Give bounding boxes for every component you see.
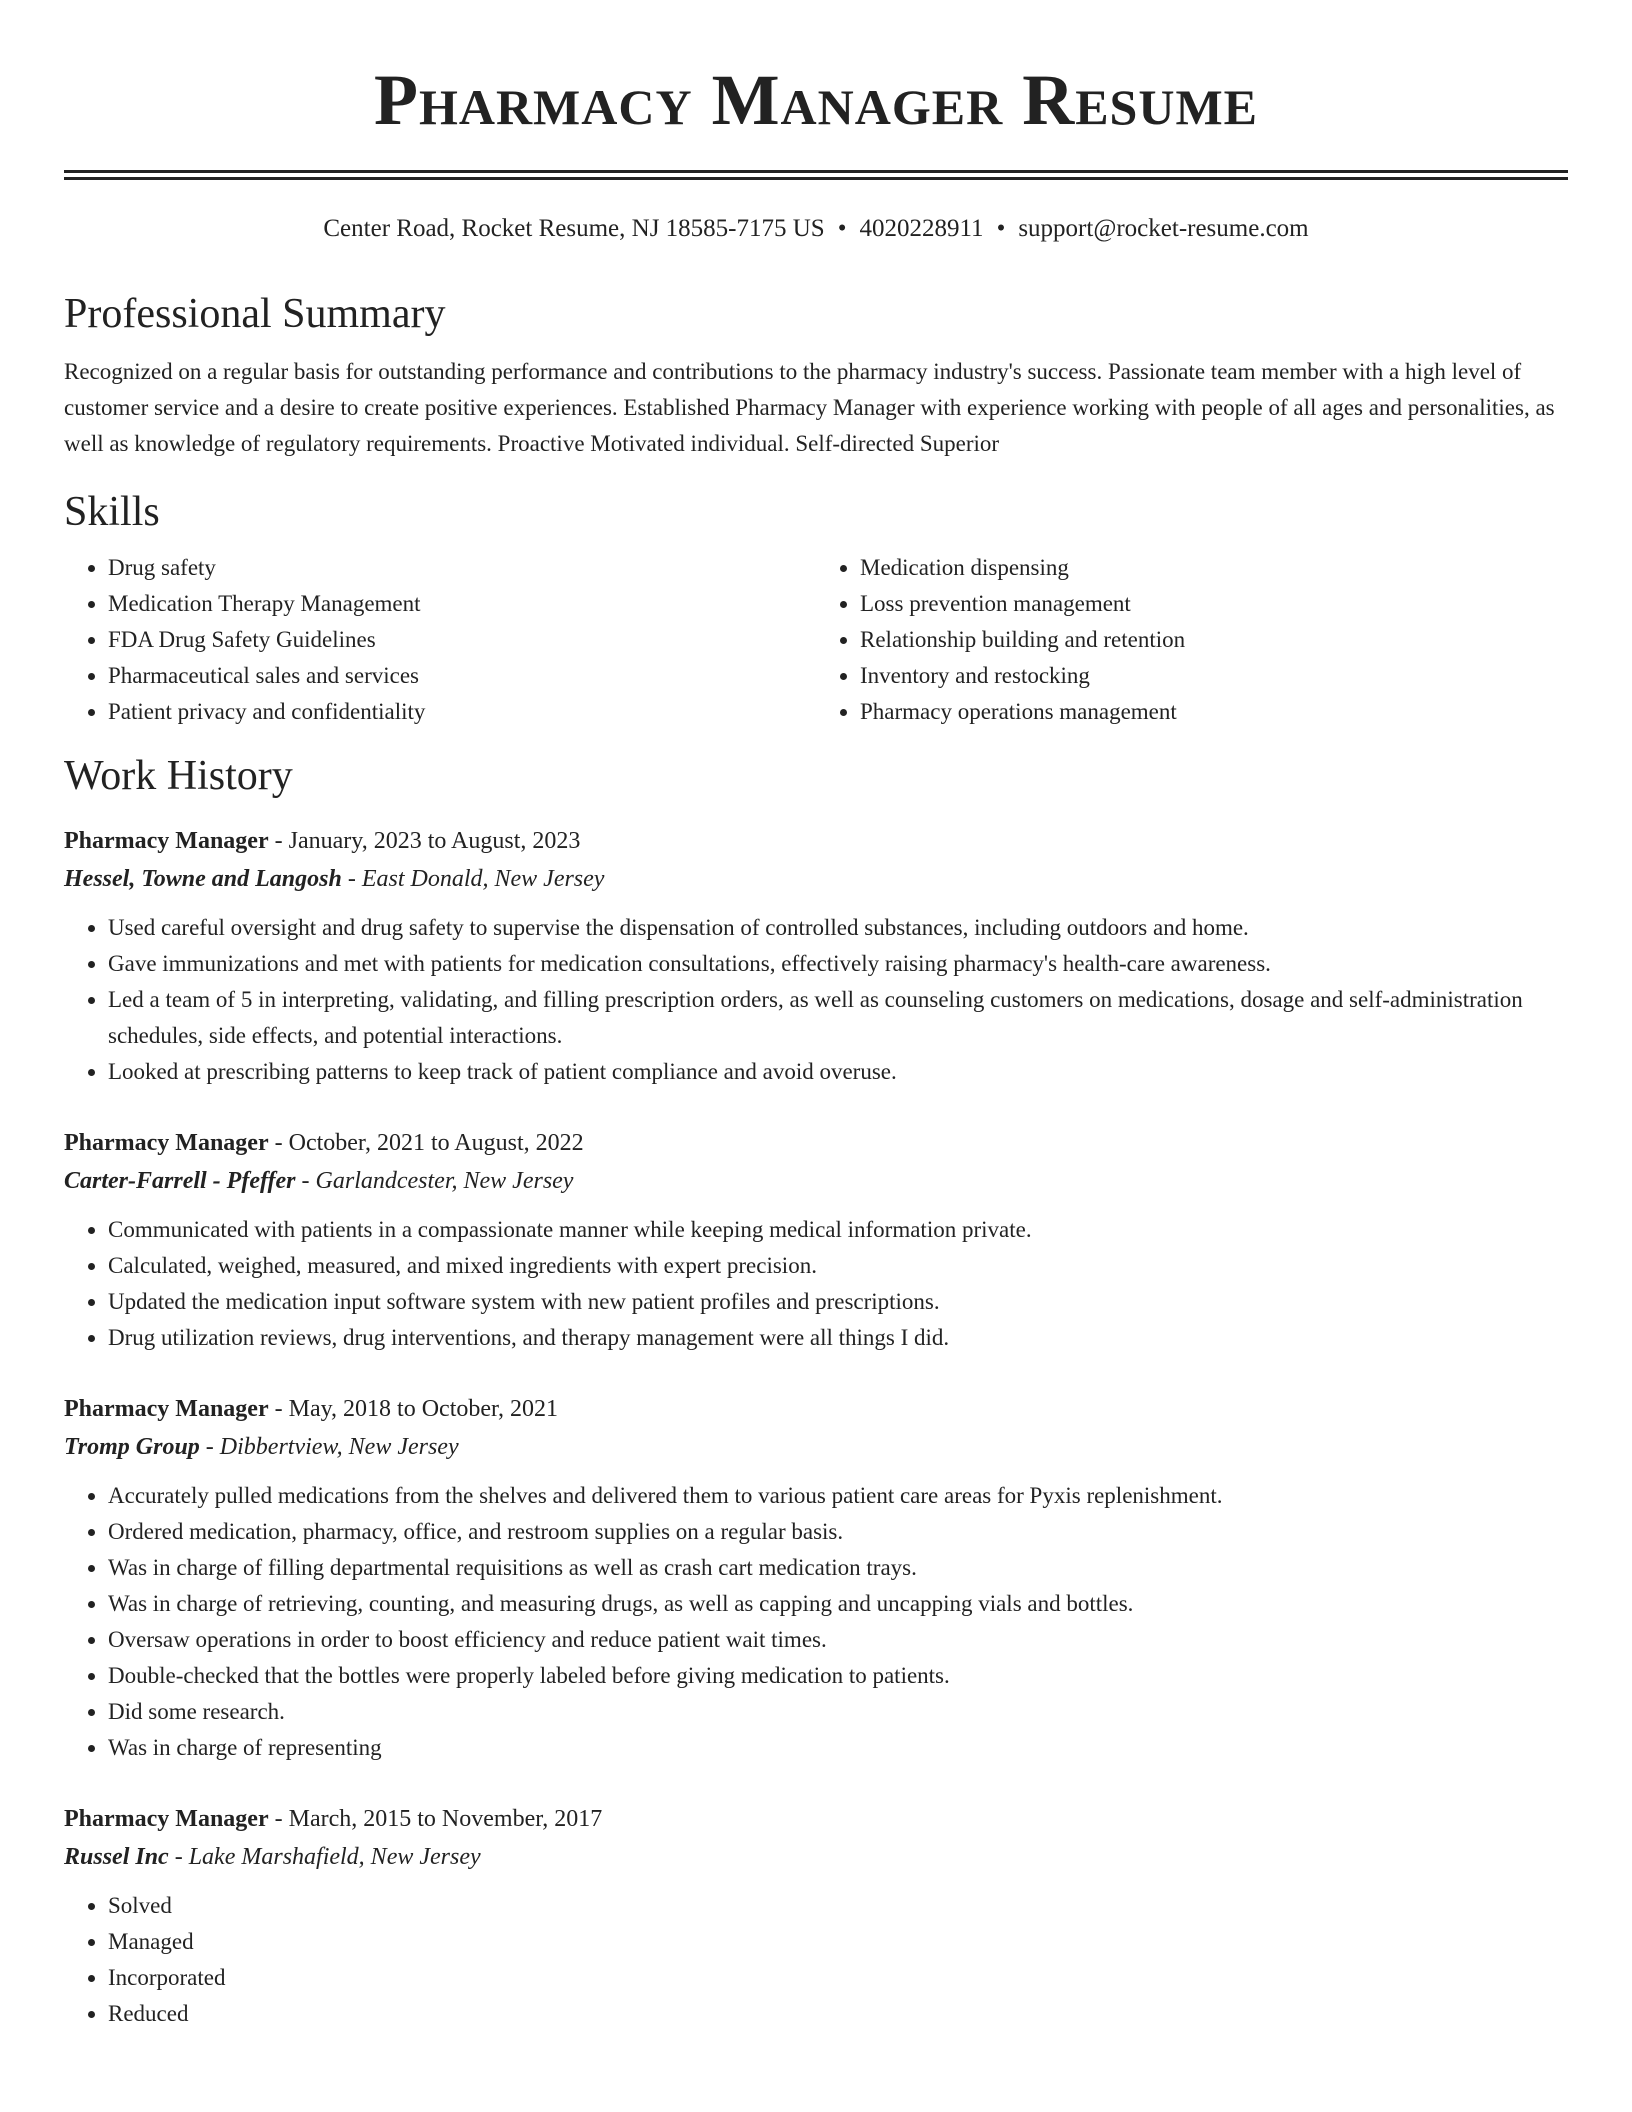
job-bullet: • Was in charge of retrieving, counting, and measuring drugs, as well as capping and uncapping vials and bottles. <box>108 1586 1568 1622</box>
contact-separator: • <box>837 215 847 242</box>
job-bullet: • Led a team of 5 in interpreting, validating, and filling prescription orders, as well as counseling customers on medications, dosage and self-administration schedules, side effects, and potential interactions. <box>108 982 1568 1054</box>
job-company: Carter-Farrell - Pfeffer <box>64 1168 296 1194</box>
job-location: Dibbertview, New Jersey <box>219 1434 459 1460</box>
contact-address: Center Road, Rocket Resume, NJ 18585-7175 US <box>323 215 825 242</box>
summary-heading: Professional Summary <box>64 291 446 337</box>
job-title: Pharmacy Manager <box>64 1806 269 1832</box>
skills-list-right <box>816 550 1568 730</box>
job-company: Hessel, Towne and Langosh <box>64 866 342 892</box>
skill-item: • Medication dispensing <box>860 550 1568 586</box>
skill-item: • Relationship building and retention <box>860 622 1568 658</box>
job-location: Garlandcester, New Jersey <box>315 1168 574 1194</box>
job-bullet: • Communicated with patients in a compassionate manner while keeping medical information private. <box>108 1212 1568 1248</box>
job-company-line: Hessel, Towne and Langosh - East Donald, New Jersey <box>64 866 605 892</box>
resume-title: Pharmacy Manager Resume <box>373 60 1259 140</box>
job-bullet: • Oversaw operations in order to boost efficiency and reduce patient wait times. <box>108 1622 1568 1658</box>
job-dates: October, 2021 to August, 2022 <box>288 1130 584 1156</box>
job-bullet: • Managed <box>108 1924 1568 1960</box>
job-company: Russel Inc <box>64 1844 169 1870</box>
job-company: Tromp Group <box>64 1434 200 1460</box>
contact-separator: • <box>996 215 1006 242</box>
job-dates: January, 2023 to August, 2023 <box>288 828 581 854</box>
skills-grid <box>64 550 1568 730</box>
job-bullet: • Solved <box>108 1888 1568 1924</box>
contact-phone: 4020228911 <box>859 215 984 242</box>
skills-list-left <box>64 550 816 730</box>
job-dates: March, 2015 to November, 2017 <box>288 1806 603 1832</box>
contact-email: support@rocket-resume.com <box>1018 215 1309 242</box>
job-bullet: • Reduced <box>108 1996 1568 2032</box>
job-bullet: • Ordered medication, pharmacy, office, and restroom supplies on a regular basis. <box>108 1514 1568 1550</box>
skill-item: • FDA Drug Safety Guidelines <box>108 622 816 658</box>
job-bullet: • Updated the medication input software system with new patient profiles and prescriptions. <box>108 1284 1568 1320</box>
job-bullets <box>64 910 1568 1090</box>
skill-item: • Medication Therapy Management <box>108 586 816 622</box>
job-title: Pharmacy Manager <box>64 828 269 854</box>
job-title: Pharmacy Manager <box>64 1396 269 1422</box>
job-title-line: Pharmacy Manager - May, 2018 to October, 2021 <box>64 1396 559 1422</box>
job-bullets <box>64 1212 1568 1356</box>
job-title-line: Pharmacy Manager - January, 2023 to August, 2023 <box>64 828 581 854</box>
job-bullet: • Looked at prescribing patterns to keep track of patient compliance and avoid overuse. <box>108 1054 1568 1090</box>
skills-heading: Skills <box>64 489 160 535</box>
skill-item: • Pharmaceutical sales and services <box>108 658 816 694</box>
summary-text: Recognized on a regular basis for outstanding performance and contributions to the pharmacy industry's success. Passionate team member with a high level of customer service and a desire to create positive experiences. Established Pharmacy Manager with experience working with people of all ages and personalities, as well as knowledge of regulatory requirements. Proactive Motivated individual. Self-directed Superior <box>64 359 1555 456</box>
job-entry <box>64 1800 1568 2032</box>
skill-item: • Drug safety <box>108 550 816 586</box>
job-bullet: • Was in charge of filling departmental requisitions as well as crash cart medication trays. <box>108 1550 1568 1586</box>
job-title-line: Pharmacy Manager - October, 2021 to August, 2022 <box>64 1130 584 1156</box>
job-bullet: • Was in charge of representing <box>108 1730 1568 1766</box>
job-bullet: • Incorporated <box>108 1960 1568 1996</box>
job-entry <box>64 1124 1568 1356</box>
title-double-rule <box>64 170 1568 180</box>
job-location: Lake Marshafield, New Jersey <box>188 1844 481 1870</box>
job-bullets <box>64 1478 1568 1766</box>
job-title-line: Pharmacy Manager - March, 2015 to November, 2017 <box>64 1806 603 1832</box>
job-bullet: • Drug utilization reviews, drug interventions, and therapy management were all things I did. <box>108 1320 1568 1356</box>
job-bullet: • Did some research. <box>108 1694 1568 1730</box>
skill-item: • Inventory and restocking <box>860 658 1568 694</box>
job-bullet: • Accurately pulled medications from the shelves and delivered them to various patient care areas for Pyxis replenishment. <box>108 1478 1568 1514</box>
job-bullet: • Used careful oversight and drug safety to supervise the dispensation of controlled substances, including outdoors and home. <box>108 910 1568 946</box>
skill-item: • Patient privacy and confidentiality <box>108 694 816 730</box>
contact-line <box>64 214 1568 244</box>
job-bullets <box>64 1888 1568 2032</box>
work-history-heading: Work History <box>64 753 293 799</box>
job-bullet: • Double-checked that the bottles were properly labeled before giving medication to patients. <box>108 1658 1568 1694</box>
job-bullet: • Calculated, weighed, measured, and mixed ingredients with expert precision. <box>108 1248 1568 1284</box>
skill-item: • Loss prevention management <box>860 586 1568 622</box>
job-dates: May, 2018 to October, 2021 <box>288 1396 559 1422</box>
job-bullet: • Gave immunizations and met with patients for medication consultations, effectively raising pharmacy's health-care awareness. <box>108 946 1568 982</box>
job-company-line: Carter-Farrell - Pfeffer - Garlandcester, New Jersey <box>64 1168 574 1194</box>
job-location: East Donald, New Jersey <box>361 866 605 892</box>
job-company-line: Russel Inc - Lake Marshafield, New Jersey <box>64 1844 481 1870</box>
job-title: Pharmacy Manager <box>64 1130 269 1156</box>
skill-item: • Pharmacy operations management <box>860 694 1568 730</box>
job-company-line: Tromp Group - Dibbertview, New Jersey <box>64 1434 459 1460</box>
job-entry <box>64 822 1568 1090</box>
job-entry <box>64 1390 1568 1766</box>
